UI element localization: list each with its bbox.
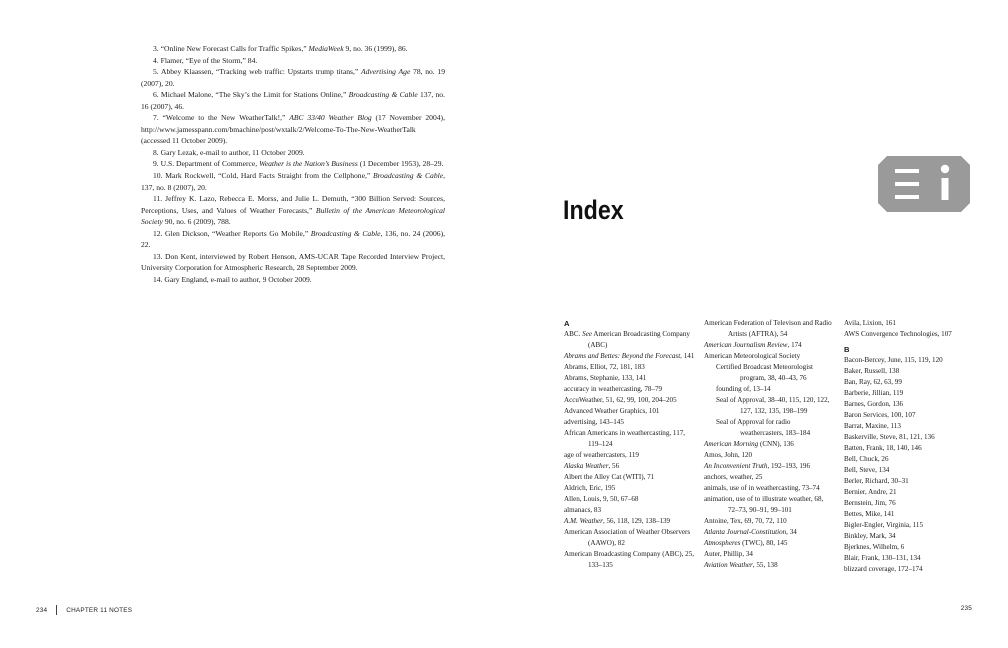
note-entry: 14. Gary England, e-mail to author, 9 October 2009. (153, 274, 312, 284)
index-entry: Atmospheres (TWC), 80, 145 (704, 539, 788, 547)
index-entry: American Association of Weather Observers (AAWO), 82 (564, 528, 691, 547)
index-entry: accuracy in weathercasting, 78–79 (564, 385, 663, 393)
index-entry: Advanced Weather Graphics, 101 (564, 407, 660, 415)
index-entry: Bernier, Andre, 21 (844, 488, 897, 496)
index-entry: Antoine, Tex, 69, 70, 72, 110 (704, 517, 787, 525)
index-entry: Abrams, Elliot, 72, 181, 183 (564, 363, 645, 371)
index-entry: Barnes, Gordon, 136 (844, 400, 904, 408)
index-entry: Blair, Frank, 130–131, 134 (844, 554, 921, 562)
note-entry: 11. Jeffrey K. Lazo, Rebecca E. Morss, and Julie L. Demuth, “300 Billion Served: Sources, Perceptions, Uses, and Values of Weather Forecasts,” Bulletin of the American Meteorological Society 90, no. 6 (2009), 788. (141, 194, 445, 227)
note-entry: 6. Michael Malone, “The Sky’s the Limit for Stations Online,” Broadcasting & Cable 137, no. 16 (2007), 46. (141, 90, 445, 111)
index-entry: Ban, Ray, 62, 63, 99 (844, 378, 902, 386)
index-entry: Barrat, Maxine, 113 (844, 422, 901, 430)
index-entry: Alaska Weather, 56 (564, 462, 620, 470)
index-subentry: Seal of Approval, 38–40, 115, 120, 122, 127, 132, 135, 198–199 (716, 396, 830, 415)
index-entry: AccuWeather, 51, 62, 99, 100, 204–205 (564, 396, 677, 404)
note-entry: 4. Flamer, “Eye of the Storm,” 84. (153, 55, 258, 65)
index-entry: Avila, Lixion, 161 (844, 319, 896, 327)
left-page-number: 234 (36, 606, 48, 614)
index-entry: Batten, Frank, 18, 140, 146 (844, 444, 922, 452)
index-entry: Bell, Steve, 134 (844, 466, 890, 474)
index-entry: advertising, 143–145 (564, 418, 624, 426)
index-subentry: Certified Broadcast Meteorologist program, 38, 40–43, 76 (716, 363, 813, 382)
index-column-1 (564, 318, 699, 571)
note-entry: 12. Glen Dickson, “Weather Reports Go Mobile,” Broadcasting & Cable, 136, no. 24 (2006), 22. (141, 228, 446, 250)
index-entry: Bjerknes, Wilhelm, 6 (844, 543, 905, 551)
index-entry: Binkley, Mark, 34 (844, 532, 896, 540)
index-subentry: founding of, 13–14 (716, 385, 771, 393)
index-entry: Bigler-Engler, Virginia, 115 (844, 521, 924, 529)
index-badge-icon (877, 155, 971, 213)
index-entry: animals, use of in weathercasting, 73–74 (704, 484, 820, 492)
note-entry: 13. Don Kent, interviewed by Robert Henson, AMS-UCAR Tape Recorded Interview Project, University Corporation for Atmospheric Research, 28 September 2009. (141, 251, 445, 273)
left-footer (36, 605, 132, 615)
running-head: CHAPTER 11 NOTES (66, 606, 133, 614)
index-entry: Auter, Phillip, 34 (704, 550, 753, 558)
index-title: Index (563, 195, 624, 225)
index-entry: Abrams and Bettes: Beyond the Forecast, 141 (564, 352, 695, 360)
index-section-letter: B (844, 345, 850, 354)
note-entry: 9. U.S. Department of Commerce, Weather is the Nation’s Business (1 December 1953), 28–29. (153, 159, 444, 169)
index-entry: Albert the Alley Cat (WITI), 71 (564, 473, 655, 481)
note-entry: 10. Mark Rockwell, “Cold, Hard Facts Straight from the Cellphone,” Broadcasting & Cable, 137, no. 8 (2007), 20. (141, 171, 445, 192)
index-entry: animation, use of to illustrate weather, 68, 72–73, 90–91, 99–101 (704, 495, 824, 514)
index-subentry: Seal of Approval for radio weathercasters, 183–184 (716, 418, 811, 437)
index-entry: Atlanta Journal-Constitution, 34 (704, 528, 797, 536)
note-entry: 7. “Welcome to the New WeatherTalk!,” ABC 33/40 Weather Blog (17 November 2004), http://www.jamesspann.com/bmachine/post/wxtalk/2/Welcome-To-The-New-WeatherTalk (accessed 11 October 2009). (141, 113, 445, 146)
index-entry: American Journalism Review, 174 (704, 341, 802, 349)
index-entry: almanacs, 83 (564, 506, 602, 514)
index-entry: blizzard coverage, 172–174 (844, 565, 923, 573)
index-entry: A.M. Weather, 56, 118, 129, 138–139 (564, 517, 671, 525)
index-entry: Allen, Louis, 9, 50, 67–68 (564, 495, 639, 503)
index-entry: age of weathercasters, 119 (564, 451, 639, 459)
note-entry: 5. Abbey Klaassen, “Tracking web traffic: Upstarts trump titans,” Advertising Age 78, no. 19 (2007), 20. (141, 67, 445, 88)
index-entry: An Inconvenient Truth, 192–193, 196 (704, 462, 811, 470)
chapter-notes (141, 43, 445, 285)
index-entry: Aldrich, Eric, 195 (564, 484, 616, 492)
index-entry: Baskerville, Steve, 81, 121, 136 (844, 433, 935, 441)
index-entry: Bernstein, Jim, 76 (844, 499, 896, 507)
index-entry: Amos, John, 120 (704, 451, 753, 459)
index-column-2 (704, 318, 832, 571)
index-entry: Abrams, Stephanie, 133, 141 (564, 374, 647, 382)
index-entry: Berler, Richard, 30–31 (844, 477, 909, 485)
note-entry: 3. “Online New Forecast Calls for Traffic Spikes,” MediaWeek 9, no. 36 (1999), 86. (153, 44, 408, 53)
index-entry: American Morning (CNN), 136 (704, 440, 794, 448)
index-entry: Baker, Russell, 138 (844, 367, 900, 375)
index-entry: Bacon-Bercey, June, 115, 119, 120 (844, 356, 943, 364)
footer-divider (56, 605, 57, 615)
index-entry: American Meteorological Society (704, 352, 801, 360)
index-entry: ABC. See American Broadcasting Company (ABC) (564, 330, 690, 349)
index-entry: anchors, weather, 25 (704, 473, 763, 481)
index-entry: Baron Services, 100, 107 (844, 411, 916, 419)
index-entry: Bettes, Mike, 141 (844, 510, 895, 518)
index-entry: Bell, Chuck, 26 (844, 455, 889, 463)
right-page-number: 235 (960, 605, 972, 612)
index-entry: AWS Convergence Technologies, 107 (844, 330, 952, 338)
index-column-3 (844, 318, 974, 575)
index-entry: Barberie, Jillian, 119 (844, 389, 904, 397)
index-section-letter: A (564, 319, 570, 328)
note-entry: 8. Gary Lezak, e-mail to author, 11 October 2009. (153, 147, 305, 157)
index-entry: American Broadcasting Company (ABC), 25, 133–135 (564, 550, 695, 569)
index-entry: American Federation of Televison and Radio Artists (AFTRA), 54 (704, 319, 832, 338)
index-entry: African Americans in weathercasting, 117, 119–124 (564, 429, 686, 448)
index-entry: Aviation Weather, 55, 138 (704, 561, 778, 569)
